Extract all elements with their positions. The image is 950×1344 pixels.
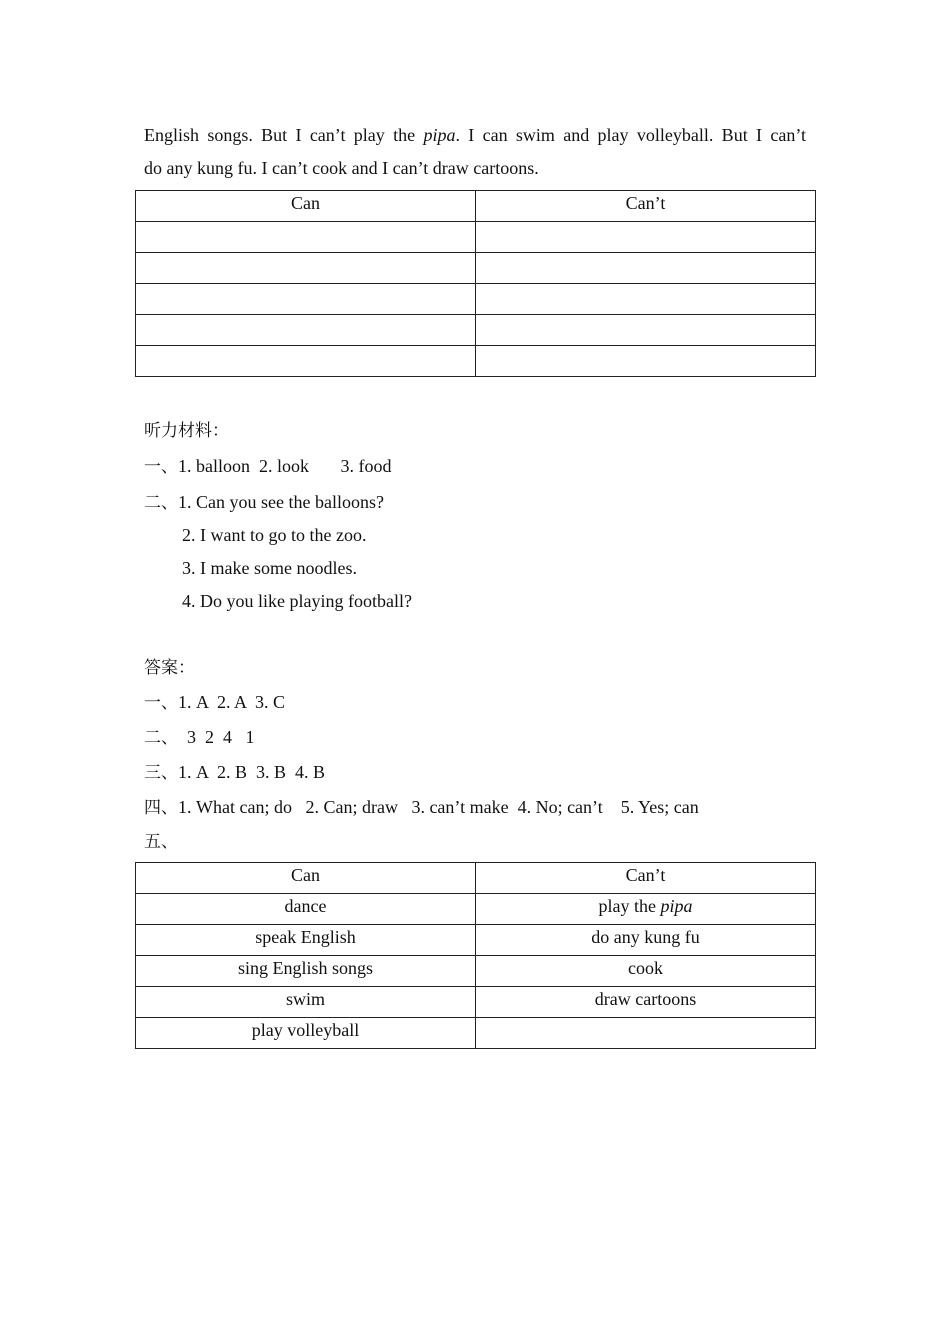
passage-text: . I can swim and play volleyball. But I can’t	[455, 125, 806, 145]
cant-cell	[476, 956, 816, 987]
answer-can-cant-table	[135, 862, 816, 1049]
blank-cell[interactable]	[476, 346, 816, 377]
listening-item: 4. Do you like playing football?	[182, 591, 412, 611]
listening-section-2	[144, 490, 384, 515]
table-row	[136, 253, 816, 284]
can-cell: play volleyball	[136, 1018, 476, 1049]
answer-text: 1. A 2. B 3. B 4. B	[178, 762, 326, 782]
table-row	[136, 346, 816, 377]
answer-text: 3 2 4 1	[178, 727, 255, 747]
passage-text: English songs. But I can’t play the	[144, 125, 424, 145]
table-row	[136, 284, 816, 315]
can-cell: dance	[136, 894, 476, 925]
blank-cell[interactable]	[136, 222, 476, 253]
cell-text: cook	[628, 958, 663, 978]
can-cell: speak English	[136, 925, 476, 956]
blank-cell[interactable]	[476, 253, 816, 284]
answers-heading: 答案：	[144, 658, 195, 678]
blank-cell[interactable]	[136, 253, 476, 284]
answer-text: 1. A 2. A 3. C	[178, 692, 286, 712]
table-row	[136, 894, 816, 925]
cell-text: do any kung fu	[591, 927, 700, 947]
cell-italic-word: pipa	[660, 896, 693, 916]
cant-cell	[476, 1018, 816, 1049]
table-row	[136, 222, 816, 253]
section-prefix: 一、	[144, 457, 178, 477]
section-prefix: 一、	[144, 693, 178, 713]
blank-cell[interactable]	[476, 222, 816, 253]
answer-line-1	[144, 690, 285, 715]
cant-cell	[476, 894, 816, 925]
header-cant: Can’t	[476, 191, 816, 222]
answer-line-3	[144, 760, 325, 785]
can-cell: sing English songs	[136, 956, 476, 987]
cant-cell	[476, 987, 816, 1018]
answer-section-5-prefix: 五、	[144, 832, 178, 852]
passage-italic-word: pipa	[423, 125, 456, 145]
section-prefix: 二、	[144, 493, 178, 513]
answer-text: 1. What can; do 2. Can; draw 3. can’t make 4. No; can’t 5. Yes; can	[178, 797, 699, 817]
header-can: Can	[136, 863, 476, 894]
blank-cell[interactable]	[136, 315, 476, 346]
table-row	[136, 925, 816, 956]
listening-heading: 听力材料：	[144, 421, 229, 441]
header-can: Can	[136, 191, 476, 222]
listening-item: 3. I make some noodles.	[182, 558, 357, 578]
section-text: 1. balloon 2. look 3. food	[178, 456, 392, 476]
listening-item: 2. I want to go to the zoo.	[182, 525, 367, 545]
answer-line-4	[144, 795, 699, 820]
table-row	[136, 315, 816, 346]
cell-text: play the	[598, 896, 661, 916]
answer-line-2	[144, 725, 255, 750]
blank-cell[interactable]	[136, 346, 476, 377]
table-header-row	[136, 863, 816, 894]
blank-can-cant-table	[135, 190, 816, 377]
section-prefix: 四、	[144, 798, 178, 818]
blank-cell[interactable]	[476, 315, 816, 346]
passage-line-1	[144, 119, 806, 152]
table-row	[136, 956, 816, 987]
table-header-row	[136, 191, 816, 222]
section-prefix: 二、	[144, 728, 178, 748]
listening-section-1	[144, 454, 392, 479]
section-prefix: 三、	[144, 763, 178, 783]
passage-line-2: do any kung fu. I can’t cook and I can’t draw cartoons.	[144, 158, 539, 178]
blank-cell[interactable]	[136, 284, 476, 315]
cant-cell	[476, 925, 816, 956]
table-row	[136, 987, 816, 1018]
listening-item: 1. Can you see the balloons?	[178, 492, 384, 512]
header-cant: Can’t	[476, 863, 816, 894]
can-cell: swim	[136, 987, 476, 1018]
cell-text: draw cartoons	[594, 989, 697, 1009]
table-row	[136, 1018, 816, 1049]
blank-cell[interactable]	[476, 284, 816, 315]
